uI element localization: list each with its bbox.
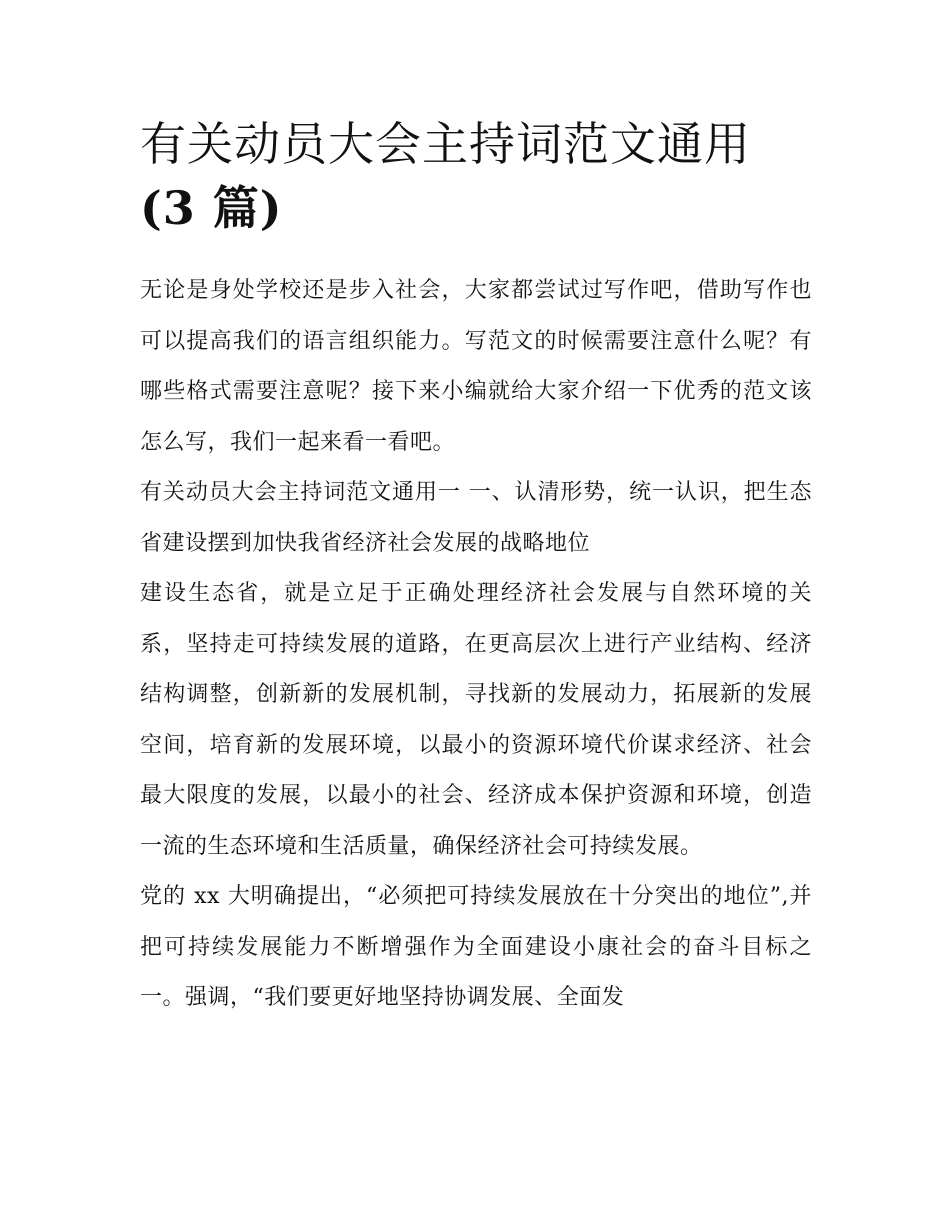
document-title: [140, 112, 812, 240]
document-page: [140, 112, 812, 1024]
title-line-1: 有关动员大会主持词范文通用: [140, 117, 751, 171]
title-line-2: (3 篇): [140, 181, 283, 235]
intro-paragraph: 无论是身处学校还是步入社会，大家都尝试过写作吧，借助写作也可以提高我们的语言组织能力。写范文的时候需要注意什么呢？有哪些格式需要注意呢？接下来小编就给大家介绍一下优秀的范文该怎么写，我们一起来看一看吧。: [140, 278, 812, 455]
body-paragraph: 建设生态省，就是立足于正确处理经济社会发展与自然环境的关系，坚持走可持续发展的道路，在更高层次上进行产业结构、经济结构调整，创新新的发展机制，寻找新的发展动力，拓展新的发展空间，培育新的发展环境，以最小的资源环境代价谋求经济、社会最大限度的发展，以最小的社会、经济成本保护资源和环境，创造一流的生态环境和生活质量，确保经济社会可持续发展。: [140, 581, 812, 859]
section-heading-paragraph: 有关动员大会主持词范文通用一 一、认清形势，统一认识，把生态省建设摆到加快我省经济社会发展的战略地位: [140, 480, 812, 556]
body-paragraph: 党的 xx 大明确提出，“必须把可持续发展放在十分突出的地位”,并把可持续发展能力不断增强作为全面建设小康社会的奋斗目标之一。强调，“我们要更好地坚持协调发展、全面发: [140, 884, 812, 1010]
document-body: [140, 266, 812, 1024]
